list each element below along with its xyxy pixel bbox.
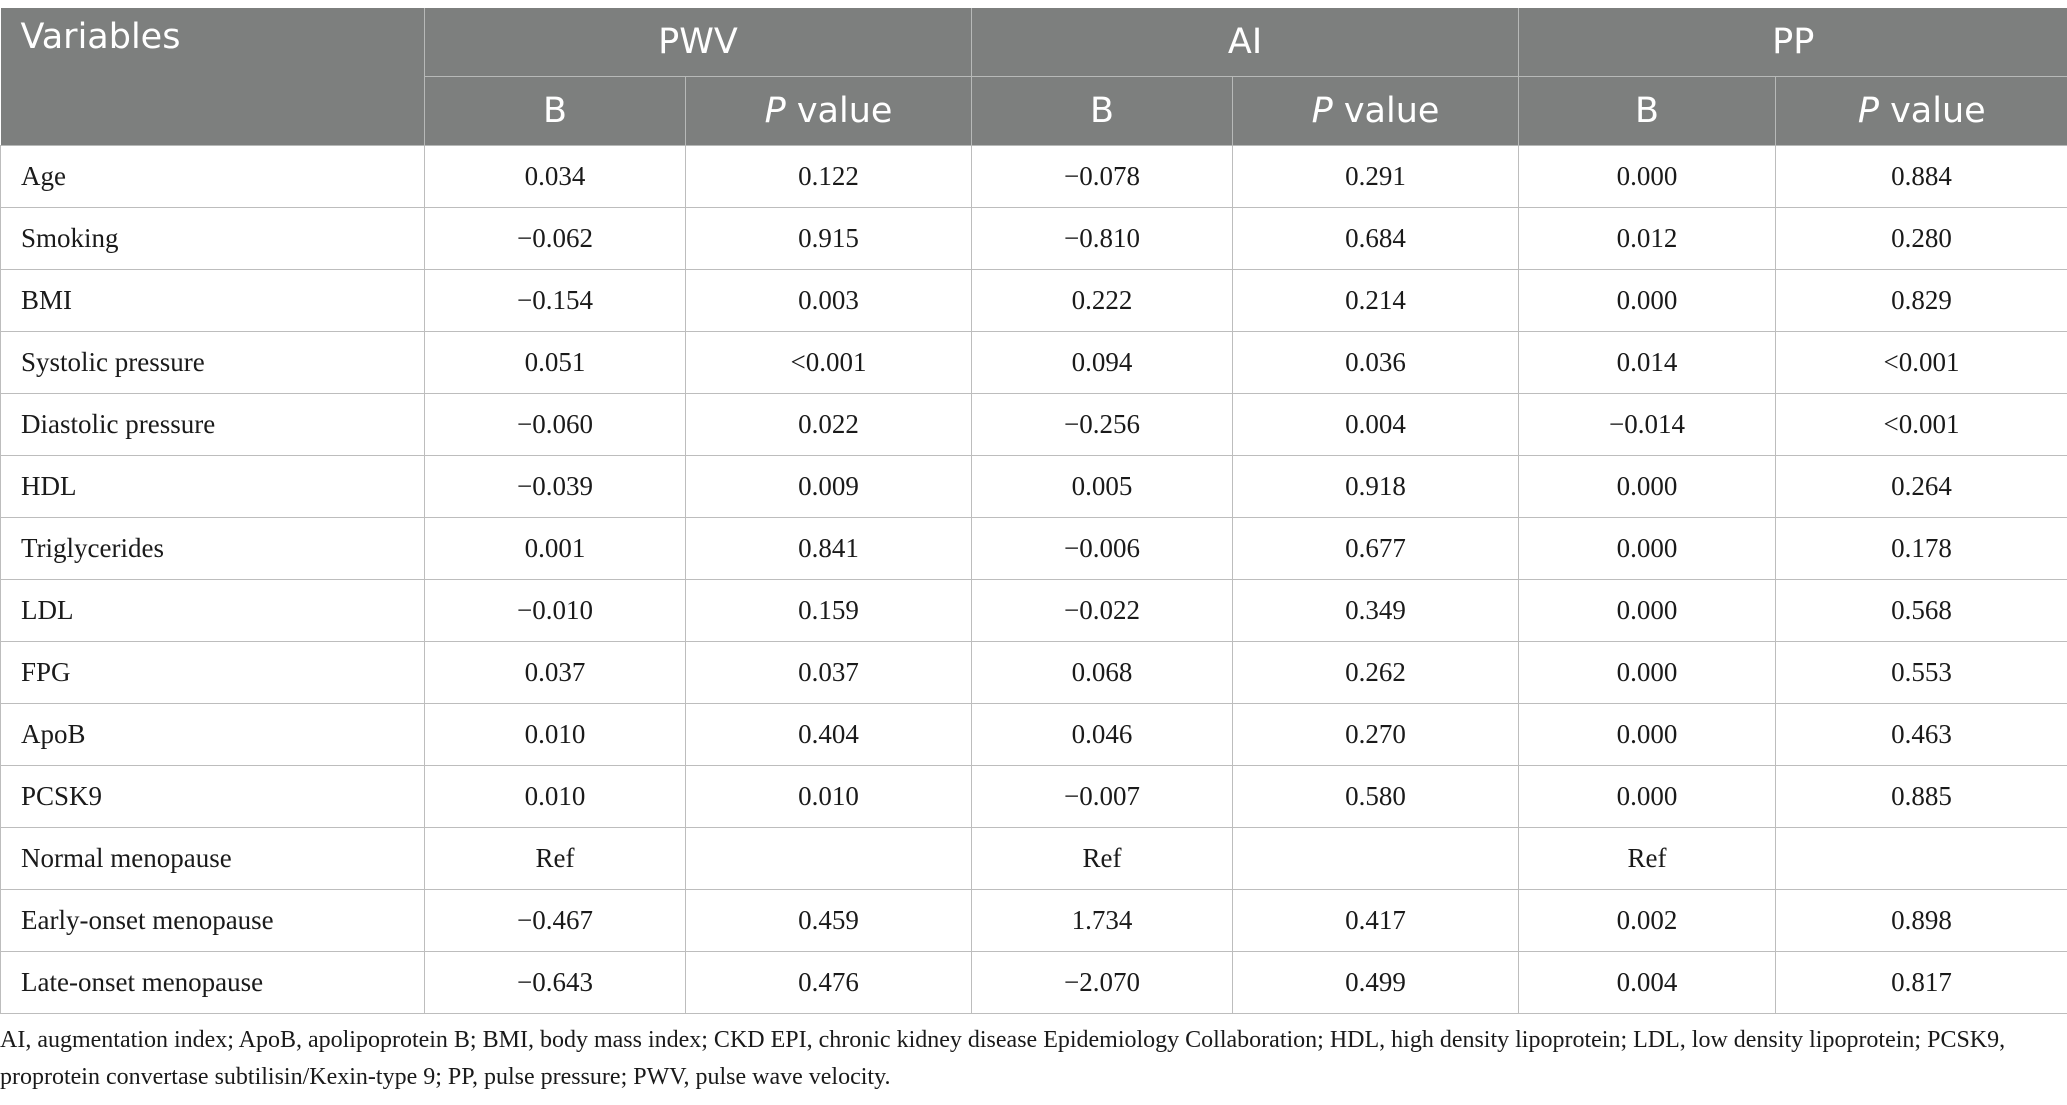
cell-pwv-b: −0.062 xyxy=(425,208,686,270)
header-variables: Variables xyxy=(1,8,425,146)
row-label: Late-onset menopause xyxy=(1,952,425,1014)
cell-pp-p-value: <0.001 xyxy=(1776,332,2067,394)
header-pp-p-value xyxy=(1776,77,2067,146)
cell-ai-b: 1.734 xyxy=(972,890,1233,952)
table-row xyxy=(1,890,2067,952)
table-row xyxy=(1,456,2067,518)
cell-pwv-p-value: 0.022 xyxy=(686,394,972,456)
cell-pp-b: 0.000 xyxy=(1519,146,1776,208)
cell-ai-b: 0.046 xyxy=(972,704,1233,766)
row-label: Smoking xyxy=(1,208,425,270)
cell-pwv-p-value: 0.010 xyxy=(686,766,972,828)
table-row xyxy=(1,952,2067,1014)
row-label: Early-onset menopause xyxy=(1,890,425,952)
cell-pwv-p-value: <0.001 xyxy=(686,332,972,394)
cell-pwv-b: 0.010 xyxy=(425,704,686,766)
cell-ai-p-value: 0.677 xyxy=(1233,518,1519,580)
table-body xyxy=(1,146,2067,1014)
cell-ai-b: 0.222 xyxy=(972,270,1233,332)
cell-ai-p-value: 0.580 xyxy=(1233,766,1519,828)
row-label: BMI xyxy=(1,270,425,332)
cell-pp-p-value: 0.280 xyxy=(1776,208,2067,270)
cell-pp-b: 0.002 xyxy=(1519,890,1776,952)
cell-ai-b: −0.006 xyxy=(972,518,1233,580)
cell-pwv-p-value: 0.459 xyxy=(686,890,972,952)
header-pwv-b: B xyxy=(425,77,686,146)
cell-pp-b: 0.014 xyxy=(1519,332,1776,394)
cell-pp-p-value: 0.817 xyxy=(1776,952,2067,1014)
row-label: FPG xyxy=(1,642,425,704)
p-suffix: value xyxy=(1878,91,1986,131)
cell-ai-b: 0.005 xyxy=(972,456,1233,518)
table-row xyxy=(1,270,2067,332)
row-label: ApoB xyxy=(1,704,425,766)
row-label: HDL xyxy=(1,456,425,518)
cell-ai-p-value: 0.004 xyxy=(1233,394,1519,456)
cell-pwv-p-value: 0.122 xyxy=(686,146,972,208)
regression-table-container xyxy=(0,8,2067,1014)
row-label: Normal menopause xyxy=(1,828,425,890)
row-label: Triglycerides xyxy=(1,518,425,580)
p-suffix: value xyxy=(785,91,893,131)
header-group-ai: AI xyxy=(972,8,1519,77)
row-label: LDL xyxy=(1,580,425,642)
cell-ai-b: 0.094 xyxy=(972,332,1233,394)
cell-pwv-b: −0.010 xyxy=(425,580,686,642)
cell-ai-p-value: 0.262 xyxy=(1233,642,1519,704)
cell-ai-p-value xyxy=(1233,828,1519,890)
cell-pwv-b: 0.037 xyxy=(425,642,686,704)
cell-pp-b: 0.000 xyxy=(1519,270,1776,332)
table-row xyxy=(1,208,2067,270)
cell-pp-b: 0.000 xyxy=(1519,456,1776,518)
table-row xyxy=(1,146,2067,208)
cell-pp-b: 0.000 xyxy=(1519,766,1776,828)
cell-pwv-p-value: 0.841 xyxy=(686,518,972,580)
cell-ai-p-value: 0.417 xyxy=(1233,890,1519,952)
cell-ai-b: −2.070 xyxy=(972,952,1233,1014)
cell-pwv-b: −0.060 xyxy=(425,394,686,456)
p-italic: P xyxy=(764,91,786,131)
cell-ai-p-value: 0.918 xyxy=(1233,456,1519,518)
header-ai-p-value xyxy=(1233,77,1519,146)
cell-ai-b: −0.256 xyxy=(972,394,1233,456)
cell-pwv-b: Ref xyxy=(425,828,686,890)
table-row xyxy=(1,766,2067,828)
cell-pp-p-value: 0.898 xyxy=(1776,890,2067,952)
cell-ai-b: −0.810 xyxy=(972,208,1233,270)
cell-pwv-p-value: 0.009 xyxy=(686,456,972,518)
cell-pwv-p-value: 0.476 xyxy=(686,952,972,1014)
cell-pwv-p-value: 0.037 xyxy=(686,642,972,704)
cell-pwv-b: −0.039 xyxy=(425,456,686,518)
cell-pwv-b: −0.154 xyxy=(425,270,686,332)
cell-pwv-p-value xyxy=(686,828,972,890)
cell-pp-p-value: <0.001 xyxy=(1776,394,2067,456)
cell-pp-b: 0.004 xyxy=(1519,952,1776,1014)
cell-ai-b: Ref xyxy=(972,828,1233,890)
table-row xyxy=(1,332,2067,394)
cell-pwv-b: −0.643 xyxy=(425,952,686,1014)
row-label: Diastolic pressure xyxy=(1,394,425,456)
cell-pwv-b: 0.010 xyxy=(425,766,686,828)
cell-ai-p-value: 0.036 xyxy=(1233,332,1519,394)
header-group-pp: PP xyxy=(1519,8,2067,77)
regression-table xyxy=(0,8,2067,1014)
cell-ai-p-value: 0.684 xyxy=(1233,208,1519,270)
table-row xyxy=(1,518,2067,580)
row-label: Age xyxy=(1,146,425,208)
cell-pp-p-value: 0.829 xyxy=(1776,270,2067,332)
table-footnote: AI, augmentation index; ApoB, apolipoprotein B; BMI, body mass index; CKD EPI, chronic kidney disease Epidemiology Collaboration; HDL, high density lipoprotein; LDL, low density lipoprotein; PCSK9, proprotein convertase subtilisin/Kexin-type 9; PP, pulse pressure; PWV, pulse wave velocity. xyxy=(0,1027,2006,1090)
cell-pwv-b: 0.051 xyxy=(425,332,686,394)
cell-pp-b: 0.000 xyxy=(1519,518,1776,580)
header-pwv-p-value xyxy=(686,77,972,146)
cell-pp-b: 0.012 xyxy=(1519,208,1776,270)
cell-ai-p-value: 0.270 xyxy=(1233,704,1519,766)
cell-ai-b: −0.078 xyxy=(972,146,1233,208)
cell-ai-b: −0.007 xyxy=(972,766,1233,828)
cell-pwv-p-value: 0.404 xyxy=(686,704,972,766)
header-group-pwv: PWV xyxy=(425,8,972,77)
p-italic: P xyxy=(1311,91,1333,131)
cell-pp-b: −0.014 xyxy=(1519,394,1776,456)
table-row xyxy=(1,394,2067,456)
header-row-groups xyxy=(1,8,2067,77)
cell-pp-b: 0.000 xyxy=(1519,580,1776,642)
cell-pwv-p-value: 0.003 xyxy=(686,270,972,332)
p-suffix: value xyxy=(1332,91,1440,131)
cell-pp-p-value: 0.264 xyxy=(1776,456,2067,518)
cell-ai-b: 0.068 xyxy=(972,642,1233,704)
cell-ai-p-value: 0.291 xyxy=(1233,146,1519,208)
cell-pp-p-value: 0.553 xyxy=(1776,642,2067,704)
cell-pwv-b: 0.034 xyxy=(425,146,686,208)
table-row xyxy=(1,642,2067,704)
cell-pp-p-value xyxy=(1776,828,2067,890)
table-row xyxy=(1,704,2067,766)
row-label: Systolic pressure xyxy=(1,332,425,394)
table-header xyxy=(1,8,2067,146)
cell-ai-p-value: 0.349 xyxy=(1233,580,1519,642)
p-italic: P xyxy=(1857,91,1879,131)
header-pp-b: B xyxy=(1519,77,1776,146)
cell-pp-b: 0.000 xyxy=(1519,704,1776,766)
cell-pp-p-value: 0.568 xyxy=(1776,580,2067,642)
cell-pp-p-value: 0.463 xyxy=(1776,704,2067,766)
cell-ai-b: −0.022 xyxy=(972,580,1233,642)
cell-pwv-b: −0.467 xyxy=(425,890,686,952)
cell-pwv-b: 0.001 xyxy=(425,518,686,580)
header-ai-b: B xyxy=(972,77,1233,146)
table-row xyxy=(1,828,2067,890)
cell-ai-p-value: 0.499 xyxy=(1233,952,1519,1014)
cell-pp-p-value: 0.885 xyxy=(1776,766,2067,828)
cell-pp-b: 0.000 xyxy=(1519,642,1776,704)
cell-pwv-p-value: 0.915 xyxy=(686,208,972,270)
cell-pwv-p-value: 0.159 xyxy=(686,580,972,642)
cell-pp-p-value: 0.884 xyxy=(1776,146,2067,208)
cell-ai-p-value: 0.214 xyxy=(1233,270,1519,332)
row-label: PCSK9 xyxy=(1,766,425,828)
table-row xyxy=(1,580,2067,642)
cell-pp-p-value: 0.178 xyxy=(1776,518,2067,580)
cell-pp-b: Ref xyxy=(1519,828,1776,890)
